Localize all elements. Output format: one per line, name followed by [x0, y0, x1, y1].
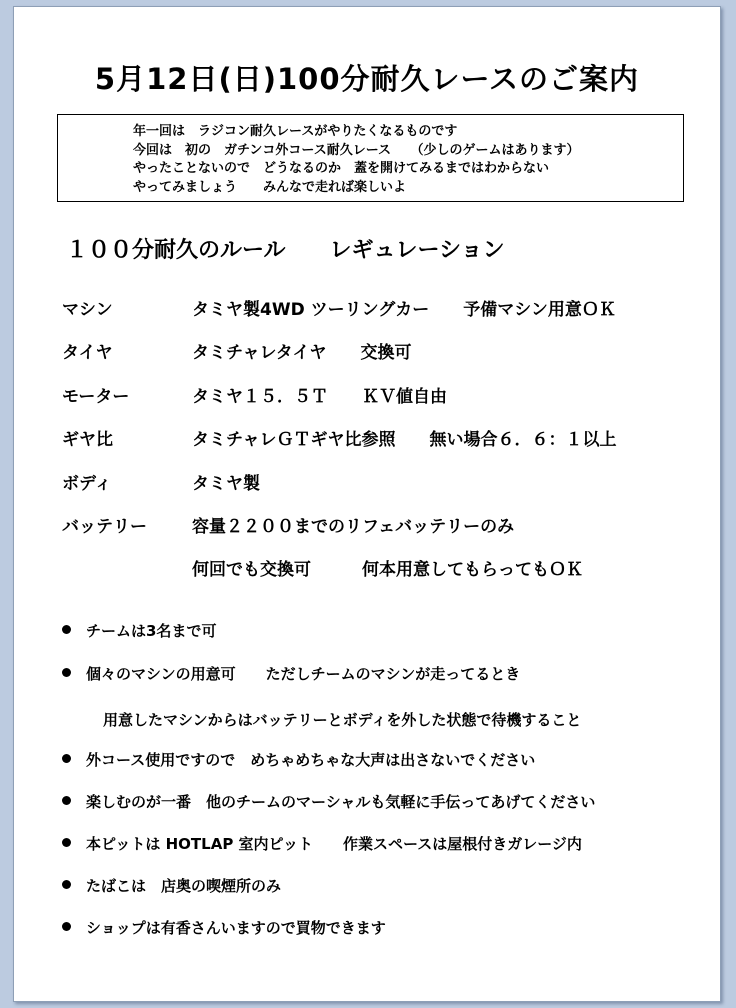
- rule-value: 容量２２００までのリフェバッテリーのみ: [192, 517, 515, 537]
- rule-row-tire: [62, 338, 412, 363]
- rule-value: タミヤ製: [192, 474, 260, 494]
- rule-row-battery-extra: [62, 555, 583, 580]
- rule-row-body: [62, 469, 260, 494]
- intro-line: やったことないので どうなるのか 蓋を開けてみるまではわからない: [133, 161, 550, 176]
- rule-value: タミヤ製4WD ツーリングカー 予備マシン用意ＯＫ: [192, 300, 616, 320]
- bullet-item: [62, 749, 536, 773]
- bullet-dot-icon: [62, 922, 71, 931]
- bullet-dot-icon: [62, 880, 71, 889]
- rule-label: バッテリー: [62, 517, 147, 537]
- rule-row-battery: [62, 512, 515, 537]
- bullet-dot-icon: [62, 625, 71, 634]
- rule-row-motor: [62, 382, 447, 407]
- intro-line: 年一回は ラジコン耐久レースがやりたくなるものです: [133, 124, 458, 139]
- bullet-item: [62, 833, 582, 857]
- intro-line: やってみましょう みんなで走れば楽しいよ: [133, 179, 407, 195]
- rule-row-gear-ratio: [62, 425, 617, 450]
- bullet-dot-icon: [62, 838, 71, 847]
- bullet-continuation-text: 用意したマシンからはバッテリーとボディを外した状態で待機すること: [103, 711, 582, 729]
- rule-label: モーター: [62, 387, 130, 407]
- bullet-text: 個々のマシンの用意可 ただしチームのマシンが走ってるとき: [86, 665, 521, 683]
- bullet-item: [62, 875, 282, 899]
- bullet-text: 本ピットは HOTLAP 室内ピット 作業スペースは屋根付きガレージ内: [86, 835, 582, 853]
- bullet-text: 楽しむのが一番 他のチームのマーシャルも気軽に手伝ってあげてください: [86, 793, 596, 811]
- document-page: [13, 6, 721, 1002]
- bullet-item: [62, 917, 386, 941]
- rule-label: ギヤ比: [62, 430, 113, 450]
- page-title: 5月12日(日)100分耐久レースのご案内: [94, 62, 640, 96]
- intro-box: [57, 114, 684, 202]
- bullet-text: 外コース使用ですので めちゃめちゃな大声は出さないでください: [86, 751, 536, 769]
- bullet-text: たばこは 店奥の喫煙所のみ: [86, 877, 282, 895]
- rule-value: タミチャレタイヤ 交換可: [192, 343, 412, 363]
- rule-value: 何回でも交換可 何本用意してもらってもＯＫ: [192, 560, 583, 580]
- rule-value: タミチャレＧＴギヤ比参照 無い場合６．６：１以上: [192, 430, 617, 450]
- rule-label: ボディ: [62, 474, 112, 494]
- rule-row-machine: [62, 295, 616, 320]
- bullet-dot-icon: [62, 796, 71, 805]
- bullet-item: [62, 791, 596, 815]
- bullet-text: ショップは有香さんいますので買物できます: [86, 919, 386, 937]
- rule-label: タイヤ: [62, 343, 113, 363]
- intro-line: 今回は 初の ガチンコ外コース耐久レース （少しのゲームはあります）: [133, 142, 580, 158]
- bullet-item: [62, 663, 521, 687]
- bullet-item: [62, 620, 217, 644]
- bullet-text: チームは3名まで可: [86, 622, 217, 640]
- bullet-dot-icon: [62, 668, 71, 677]
- bullet-dot-icon: [62, 754, 71, 763]
- rule-value: タミヤ１５．５Ｔ ＫＶ値自由: [192, 387, 447, 407]
- rules-heading: １００分耐久のルール レギュレーション: [66, 238, 505, 263]
- rule-label: マシン: [62, 300, 113, 320]
